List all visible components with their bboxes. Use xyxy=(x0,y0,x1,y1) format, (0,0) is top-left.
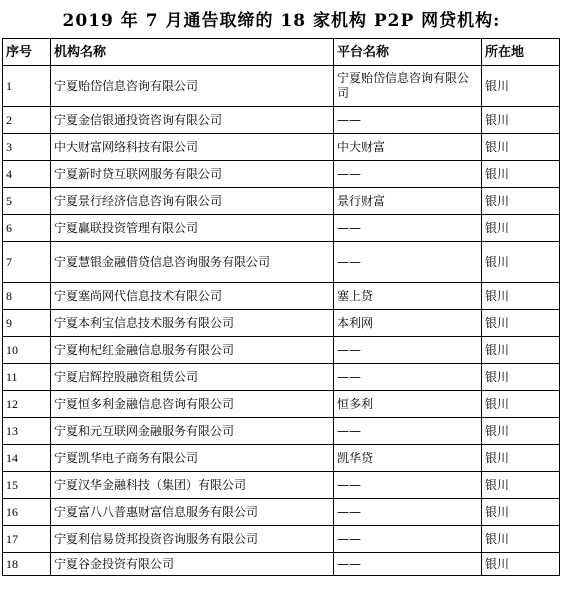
cell-location: 银川 xyxy=(482,134,560,161)
cell-location: 银川 xyxy=(482,283,560,310)
cell-serial-number: 7 xyxy=(3,242,51,283)
cell-organization-name: 宁夏金信银通投资咨询有限公司 xyxy=(51,107,334,134)
cell-platform-name: —— xyxy=(334,215,482,242)
header-platform-name: 平台名称 xyxy=(334,39,482,66)
cell-platform-name: 凯华贷 xyxy=(334,445,482,472)
cell-organization-name: 宁夏启辉控股融资租赁公司 xyxy=(51,364,334,391)
cell-serial-number: 16 xyxy=(3,499,51,526)
cell-organization-name: 宁夏和元互联网金融服务有限公司 xyxy=(51,418,334,445)
cell-location: 银川 xyxy=(482,391,560,418)
table-row xyxy=(3,337,560,364)
cell-serial-number: 1 xyxy=(3,66,51,107)
cell-serial-number: 10 xyxy=(3,337,51,364)
table-row xyxy=(3,283,560,310)
cell-organization-name: 宁夏本利宝信息技术服务有限公司 xyxy=(51,310,334,337)
cell-location: 银川 xyxy=(482,553,560,576)
cell-organization-name: 宁夏汉华金融科技（集团）有限公司 xyxy=(51,472,334,499)
cell-serial-number: 17 xyxy=(3,526,51,553)
cell-organization-name: 宁夏赢联投资管理有限公司 xyxy=(51,215,334,242)
cell-location: 银川 xyxy=(482,472,560,499)
cell-location: 银川 xyxy=(482,418,560,445)
cell-organization-name: 宁夏利信易贷邦投资咨询服务有限公司 xyxy=(51,526,334,553)
cell-organization-name: 宁夏贻岱信息咨询有限公司 xyxy=(51,66,334,107)
header-location: 所在地 xyxy=(482,39,560,66)
cell-organization-name: 宁夏景行经济信息咨询有限公司 xyxy=(51,188,334,215)
page-title: 2019 年 7 月通告取缔的 18 家机构 P2P 网贷机构: xyxy=(62,11,501,31)
cell-location: 银川 xyxy=(482,242,560,283)
cell-organization-name: 中大财富网络科技有限公司 xyxy=(51,134,334,161)
cell-organization-name: 宁夏富八八普惠财富信息服务有限公司 xyxy=(51,499,334,526)
table-row xyxy=(3,445,560,472)
cell-serial-number: 5 xyxy=(3,188,51,215)
cell-platform-name: 本利网 xyxy=(334,310,482,337)
table-row xyxy=(3,418,560,445)
cell-platform-name: 塞上贷 xyxy=(334,283,482,310)
cell-serial-number: 11 xyxy=(3,364,51,391)
cell-organization-name: 宁夏新时贷互联网服务有限公司 xyxy=(51,161,334,188)
table-row xyxy=(3,553,560,576)
cell-serial-number: 6 xyxy=(3,215,51,242)
table-row xyxy=(3,242,560,283)
cell-platform-name: 恒多利 xyxy=(334,391,482,418)
cell-organization-name: 宁夏枸杞红金融信息服务有限公司 xyxy=(51,337,334,364)
cell-platform-name: 宁夏贻岱信息咨询有限公司 xyxy=(334,66,482,107)
cell-platform-name: —— xyxy=(334,553,482,576)
cell-location: 银川 xyxy=(482,161,560,188)
cell-platform-name: —— xyxy=(334,161,482,188)
cell-platform-name: —— xyxy=(334,337,482,364)
cell-platform-name: 景行财富 xyxy=(334,188,482,215)
cell-location: 银川 xyxy=(482,526,560,553)
table-row xyxy=(3,526,560,553)
cell-platform-name: —— xyxy=(334,526,482,553)
cell-location: 银川 xyxy=(482,445,560,472)
table-row xyxy=(3,310,560,337)
cell-serial-number: 12 xyxy=(3,391,51,418)
cell-location: 银川 xyxy=(482,107,560,134)
table-row xyxy=(3,134,560,161)
header-serial-number: 序号 xyxy=(3,39,51,66)
cell-serial-number: 9 xyxy=(3,310,51,337)
cell-serial-number: 15 xyxy=(3,472,51,499)
registry-table xyxy=(2,38,560,576)
cell-platform-name: —— xyxy=(334,107,482,134)
cell-serial-number: 8 xyxy=(3,283,51,310)
cell-serial-number: 14 xyxy=(3,445,51,472)
cell-platform-name: —— xyxy=(334,472,482,499)
table-row xyxy=(3,188,560,215)
cell-location: 银川 xyxy=(482,337,560,364)
cell-platform-name: —— xyxy=(334,364,482,391)
header-organization-name: 机构名称 xyxy=(51,39,334,66)
table-row xyxy=(3,215,560,242)
cell-location: 银川 xyxy=(482,188,560,215)
table-header-row xyxy=(3,39,560,66)
cell-location: 银川 xyxy=(482,310,560,337)
cell-serial-number: 3 xyxy=(3,134,51,161)
cell-location: 银川 xyxy=(482,364,560,391)
cell-location: 银川 xyxy=(482,215,560,242)
cell-organization-name: 宁夏塞尚网代信息技术有限公司 xyxy=(51,283,334,310)
cell-organization-name: 宁夏谷金投资有限公司 xyxy=(51,553,334,576)
cell-serial-number: 2 xyxy=(3,107,51,134)
cell-serial-number: 4 xyxy=(3,161,51,188)
table-row xyxy=(3,472,560,499)
table-row xyxy=(3,66,560,107)
cell-location: 银川 xyxy=(482,499,560,526)
table-row xyxy=(3,364,560,391)
table-row xyxy=(3,107,560,134)
cell-serial-number: 18 xyxy=(3,553,51,576)
cell-organization-name: 宁夏凯华电子商务有限公司 xyxy=(51,445,334,472)
table-row xyxy=(3,161,560,188)
cell-platform-name: —— xyxy=(334,242,482,283)
cell-platform-name: —— xyxy=(334,418,482,445)
table-row xyxy=(3,499,560,526)
cell-organization-name: 宁夏慧银金融借贷信息咨询服务有限公司 xyxy=(51,242,334,283)
table-row xyxy=(3,391,560,418)
cell-organization-name: 宁夏恒多利金融信息咨询有限公司 xyxy=(51,391,334,418)
cell-platform-name: 中大财富 xyxy=(334,134,482,161)
cell-platform-name: —— xyxy=(334,499,482,526)
table-body xyxy=(3,66,560,576)
cell-location: 银川 xyxy=(482,66,560,107)
cell-serial-number: 13 xyxy=(3,418,51,445)
